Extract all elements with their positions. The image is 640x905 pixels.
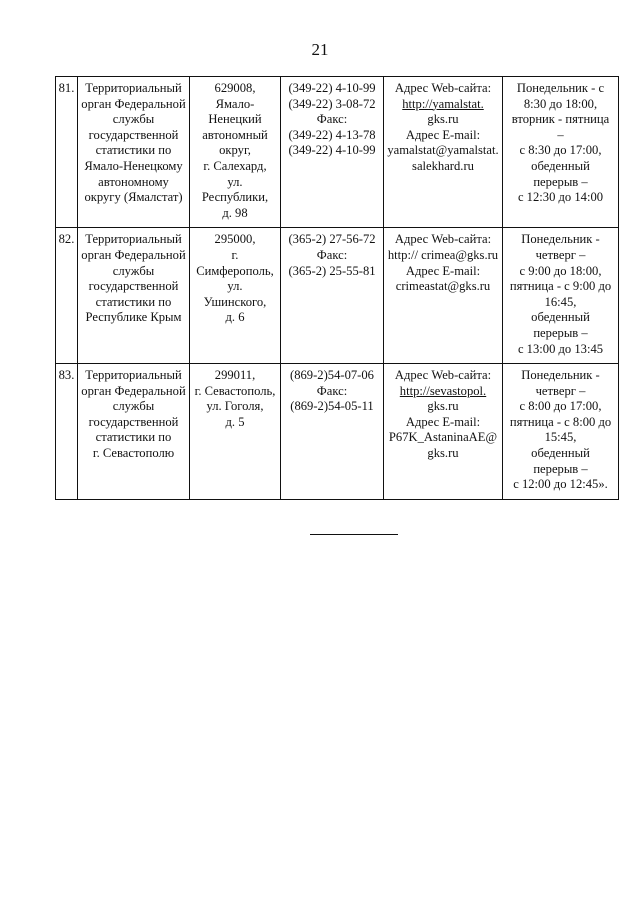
hours-line: Понедельник - bbox=[521, 368, 600, 383]
address-line: Ушинского, bbox=[203, 294, 267, 309]
phone-line: (869-2)54-05-11 bbox=[290, 399, 374, 414]
phone-line: (349-22) 3-08-72 bbox=[288, 96, 376, 111]
postal-address-cell bbox=[190, 364, 281, 500]
hours-line: с 13:00 до 13:45 bbox=[517, 341, 604, 356]
phone-line: (349-22) 4-13-78 bbox=[288, 127, 376, 142]
hours-line: вторник - пятница bbox=[511, 112, 610, 127]
organization-name-line: орган Федеральной bbox=[81, 247, 186, 262]
web-email-cell bbox=[384, 228, 503, 364]
hours-line: перерыв – bbox=[533, 174, 588, 189]
address-line: ул. bbox=[227, 279, 243, 294]
phone-line: (365-2) 25-55-81 bbox=[288, 263, 376, 278]
phone-fax-cell bbox=[281, 77, 384, 228]
hours-line: пятница - с 9:00 до bbox=[509, 279, 612, 294]
hours-line: – bbox=[557, 127, 564, 142]
organization-name-cell bbox=[78, 364, 190, 500]
address-line: д. 98 bbox=[222, 205, 248, 220]
hours-line: с 8:30 до 17:00, bbox=[519, 143, 602, 158]
organization-name-line: государственной bbox=[88, 279, 179, 294]
table-row bbox=[56, 77, 619, 228]
hours-line: Понедельник - с bbox=[516, 81, 605, 95]
phone-fax-cell bbox=[281, 364, 384, 500]
web-label: Адрес Web-сайта: bbox=[394, 81, 492, 95]
page-number: 21 bbox=[311, 40, 329, 59]
organization-name-line: г. Севастополю bbox=[92, 446, 175, 461]
website-address: http:// crimea@gks.ru bbox=[387, 247, 499, 262]
address-line: д. 5 bbox=[225, 414, 245, 429]
hours-line: с 9:00 до 18:00, bbox=[519, 263, 602, 278]
email-label: Адрес E-mail: bbox=[405, 127, 481, 142]
organization-name-cell bbox=[78, 77, 190, 228]
phone-line: (869-2)54-07-06 bbox=[290, 368, 374, 383]
email-address: yamalstat@yamalstat. bbox=[387, 143, 499, 158]
working-hours-cell bbox=[503, 77, 619, 228]
web-email-cell bbox=[384, 77, 503, 228]
row-number: 81. bbox=[56, 77, 78, 228]
hours-line: обеденный bbox=[531, 310, 590, 325]
postal-address-cell bbox=[190, 228, 281, 364]
address-line: Ненецкий bbox=[208, 112, 262, 127]
hours-line: Понедельник - bbox=[521, 232, 600, 247]
working-hours-cell bbox=[503, 364, 619, 500]
email-address: crimeastat@gks.ru bbox=[395, 279, 491, 294]
table-row bbox=[56, 228, 619, 364]
email-address: gks.ru bbox=[427, 446, 459, 461]
organization-name-line: государственной bbox=[88, 414, 179, 429]
phone-line: Факс: bbox=[316, 247, 348, 262]
organization-name-line: Республике Крым bbox=[85, 310, 182, 325]
email-address: P67K_AstaninaAE@ bbox=[388, 430, 498, 445]
end-separator-line bbox=[310, 534, 398, 535]
web-label: Адрес Web-сайта: bbox=[394, 232, 492, 247]
email-label: Адрес E-mail: bbox=[405, 414, 481, 429]
phone-line: (349-22) 4-10-99 bbox=[288, 143, 376, 158]
hours-line: обеденный bbox=[531, 446, 590, 461]
hours-line: обеденный bbox=[531, 158, 590, 173]
address-line: ул. bbox=[227, 174, 243, 189]
hours-line: перерыв – bbox=[533, 325, 588, 340]
address-line: г. Севастополь, bbox=[194, 383, 276, 398]
organization-name-line: Территориальный bbox=[85, 232, 182, 247]
address-line: Симферополь, bbox=[196, 263, 274, 278]
working-hours-cell bbox=[503, 228, 619, 364]
address-line: д. 6 bbox=[225, 310, 245, 325]
organization-name-line: орган Федеральной bbox=[81, 383, 186, 398]
organization-name-line: Территориальный bbox=[85, 81, 182, 95]
phone-line: (365-2) 27-56-72 bbox=[288, 232, 376, 247]
organization-name-line: Территориальный bbox=[85, 368, 182, 383]
website-domain: gks.ru bbox=[427, 112, 459, 127]
hours-line: с 12:00 до 12:45». bbox=[513, 477, 608, 492]
organization-name-line: службы bbox=[112, 112, 155, 127]
table-row bbox=[56, 364, 619, 500]
web-label: Адрес Web-сайта: bbox=[394, 368, 492, 383]
phone-line: (349-22) 4-10-99 bbox=[288, 81, 376, 95]
hours-line: 15:45, bbox=[544, 430, 577, 445]
postal-address-cell bbox=[190, 77, 281, 228]
hours-line: четверг – bbox=[535, 383, 586, 398]
hours-line: с 12:30 до 14:00 bbox=[517, 190, 604, 205]
phone-line: Факс: bbox=[316, 383, 348, 398]
organization-name-cell bbox=[78, 228, 190, 364]
address-line: г. Салехард, bbox=[203, 158, 267, 173]
address-line: 299011, bbox=[214, 368, 256, 383]
organization-name-line: округу (Ямалстат) bbox=[84, 190, 183, 205]
phone-line: Факс: bbox=[316, 112, 348, 127]
organization-name-line: статистики по bbox=[95, 430, 172, 445]
email-label: Адрес E-mail: bbox=[405, 263, 481, 278]
address-line: округ, bbox=[219, 143, 251, 158]
organization-name-line: Ямало-Ненецкому bbox=[84, 158, 183, 173]
hours-line: 16:45, bbox=[544, 294, 577, 309]
hours-line: пятница - с 8:00 до bbox=[509, 414, 612, 429]
web-email-cell bbox=[384, 364, 503, 500]
row-number: 82. bbox=[56, 228, 78, 364]
hours-line: с 8:00 до 17:00, bbox=[519, 399, 602, 414]
website-link[interactable]: http://sevastopol. bbox=[399, 383, 487, 398]
organization-name-line: службы bbox=[112, 399, 155, 414]
address-line: 629008, bbox=[214, 81, 256, 95]
phone-fax-cell bbox=[281, 228, 384, 364]
organization-name-line: государственной bbox=[88, 127, 179, 142]
website-domain: gks.ru bbox=[427, 399, 459, 414]
row-number: 83. bbox=[56, 364, 78, 500]
organization-name-line: автономному bbox=[98, 174, 169, 189]
organization-name-line: орган Федеральной bbox=[81, 96, 186, 111]
website-link[interactable]: http://yamalstat. bbox=[402, 96, 484, 111]
hours-line: четверг – bbox=[535, 247, 586, 262]
address-line: Ямало- bbox=[215, 96, 255, 111]
address-line: г. bbox=[231, 247, 239, 262]
organization-name-line: статистики по bbox=[95, 294, 172, 309]
address-line: автономный bbox=[202, 127, 268, 142]
address-line: 295000, bbox=[214, 232, 256, 247]
organization-name-line: службы bbox=[112, 263, 155, 278]
organization-name-line: статистики по bbox=[95, 143, 172, 158]
hours-line: перерыв – bbox=[533, 461, 588, 476]
email-address: salekhard.ru bbox=[412, 158, 474, 173]
address-line: Республики, bbox=[201, 190, 269, 205]
territorial-bodies-table bbox=[55, 76, 619, 500]
address-line: ул. Гоголя, bbox=[206, 399, 264, 414]
hours-line: 8:30 до 18:00, bbox=[523, 96, 598, 111]
